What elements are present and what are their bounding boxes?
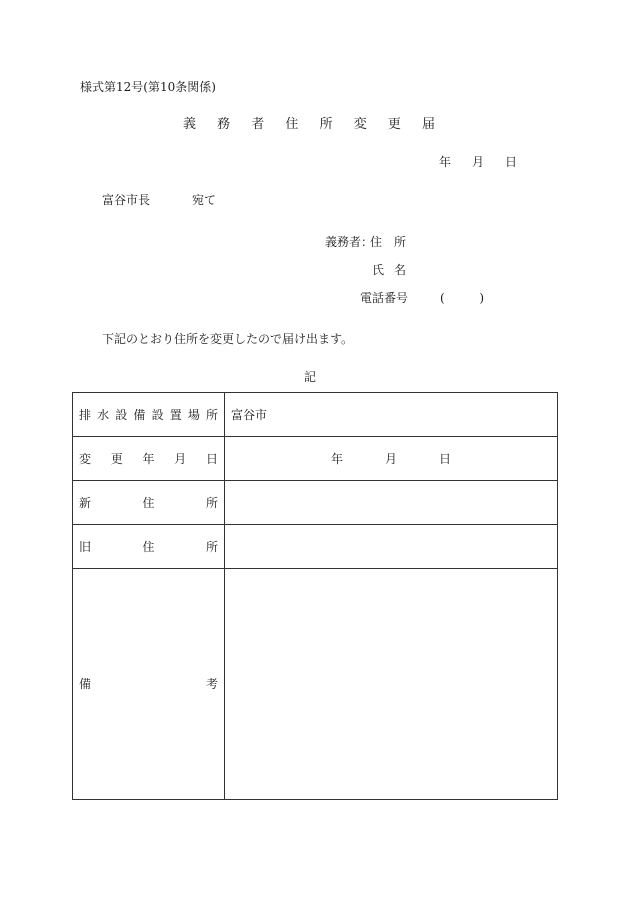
change-date-label	[73, 437, 225, 481]
detail-table	[72, 392, 558, 800]
obligor-address-label	[370, 235, 406, 249]
date-month-char: 月	[471, 155, 484, 169]
label-char: 置	[169, 407, 182, 422]
title-char: 住	[285, 117, 299, 132]
date-year-char: 年	[331, 451, 344, 466]
drainage-location-label	[73, 393, 225, 437]
old-address-label	[73, 525, 225, 569]
label-char: 備	[133, 407, 146, 422]
form-number: 様式第12号(第10条関係)	[80, 80, 216, 94]
table-row	[73, 437, 558, 481]
address-char: 所	[393, 235, 406, 249]
phone-close-paren: )	[479, 291, 484, 305]
label-char: 設	[151, 407, 164, 422]
obligor-name-label	[372, 263, 406, 277]
label-char: 月	[174, 451, 187, 466]
title-char: 務	[217, 117, 231, 132]
label-char: 日	[205, 451, 218, 466]
label-char: 新	[79, 495, 92, 510]
obligor-label: 義務者：	[325, 235, 374, 249]
new-address-label	[73, 481, 225, 525]
table-row	[73, 481, 558, 525]
label-char: 所	[205, 539, 218, 554]
label-char: 水	[97, 407, 110, 422]
label-char: 排	[79, 407, 92, 422]
label-char: 考	[205, 677, 218, 691]
title-char: 所	[319, 117, 333, 132]
name-char: 氏	[372, 263, 385, 277]
label-char: 所	[205, 495, 218, 510]
ki-label: 記	[304, 370, 317, 384]
submission-date	[439, 155, 517, 169]
addressee-name: 富谷市長	[102, 193, 151, 207]
label-char: 場	[187, 407, 200, 422]
change-date-value[interactable]	[225, 437, 558, 481]
label-char: 年	[142, 451, 155, 466]
title-char: 者	[251, 117, 265, 132]
table-row	[73, 525, 558, 569]
title-char: 変	[353, 117, 367, 132]
address-char: 住	[370, 235, 383, 249]
phone-label: 電話番号	[360, 291, 409, 305]
addressee-suffix: 宛て	[192, 193, 217, 207]
title-char: 届	[421, 117, 435, 132]
old-address-value[interactable]	[225, 525, 558, 569]
label-char: 備	[79, 677, 92, 691]
date-month-char: 月	[384, 451, 397, 466]
date-year-char: 年	[439, 155, 452, 169]
document-title	[183, 118, 435, 132]
label-char: 更	[110, 451, 123, 466]
label-char: 設	[115, 407, 128, 422]
statement-text: 下記のとおり住所を変更したので届け出ます。	[102, 332, 354, 346]
table-row	[73, 393, 558, 437]
label-char: 変	[79, 451, 92, 466]
remarks-value[interactable]	[225, 569, 558, 800]
name-char: 名	[393, 263, 406, 277]
label-char: 住	[142, 495, 155, 510]
drainage-location-value[interactable]: 富谷市	[225, 393, 558, 437]
title-char: 義	[183, 117, 197, 132]
new-address-value[interactable]	[225, 481, 558, 525]
label-char: 所	[205, 407, 218, 422]
date-day-char: 日	[438, 451, 451, 466]
title-char: 更	[387, 117, 401, 132]
remarks-label	[73, 569, 225, 800]
table-row	[73, 569, 558, 800]
date-day-char: 日	[504, 155, 517, 169]
phone-field	[440, 291, 484, 305]
label-char: 旧	[79, 539, 92, 554]
label-char: 住	[142, 539, 155, 554]
phone-open-paren: (	[440, 291, 445, 305]
